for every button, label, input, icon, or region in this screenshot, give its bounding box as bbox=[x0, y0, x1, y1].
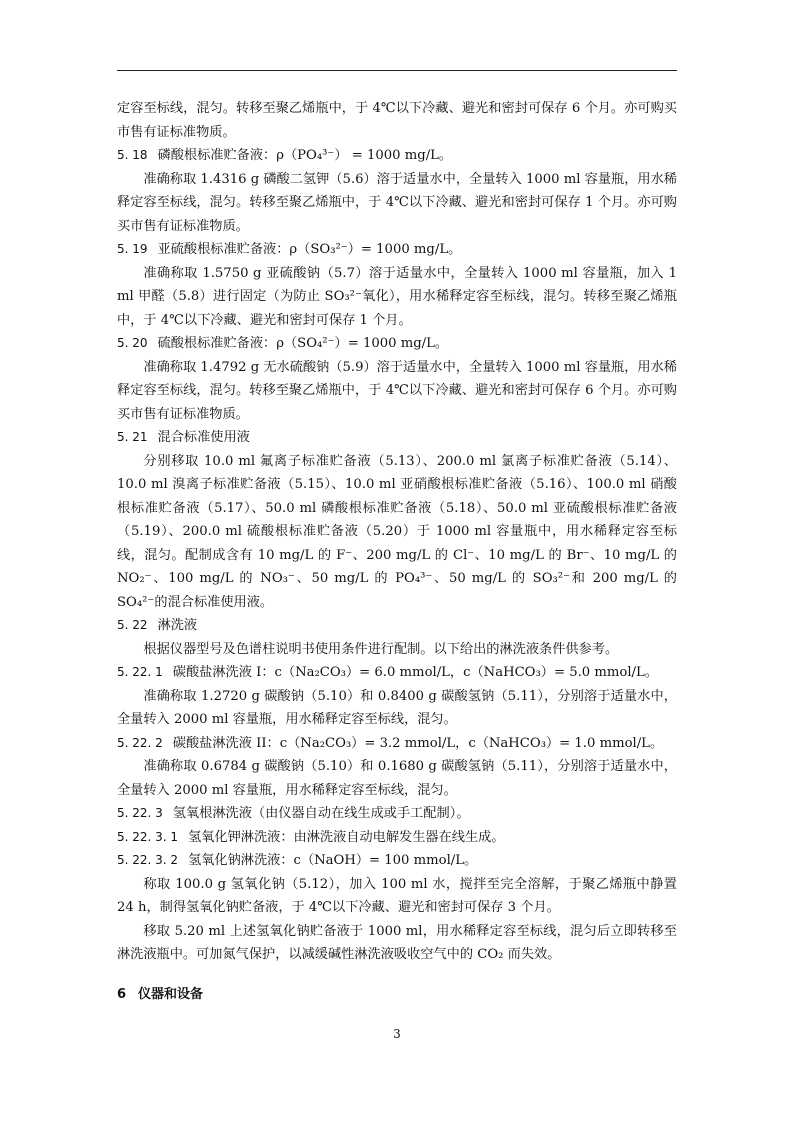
clause-title: 氢氧化钾淋洗液：由淋洗液自动电解发生器在线生成。 bbox=[188, 829, 505, 845]
clause-heading bbox=[117, 144, 677, 168]
section-title: 仪器和设备 bbox=[138, 986, 204, 1002]
clause-number: 5. 22. 2 bbox=[117, 735, 163, 750]
paragraph: 移取 5.20 ml 上述氢氧化钠贮备液于 1000 ml，用水稀释定容至标线，混匀后立即转移至淋洗液瓶中。可加氮气保护，以减缓碱性淋洗液吸收空气中的 CO₂ 而失效。 bbox=[117, 923, 677, 962]
clause-heading bbox=[117, 802, 677, 826]
clause-title: 硫酸根标准贮备液：ρ（SO₄²⁻）= 1000 mg/L。 bbox=[157, 336, 449, 351]
clause-heading bbox=[117, 426, 677, 450]
clause-title: 混合标准使用液 bbox=[157, 430, 250, 445]
clause-heading bbox=[117, 849, 677, 873]
clause-title: 碳酸盐淋洗液 I：c（Na₂CO₃）= 6.0 mmol/L，c（NaHCO₃）= 5.0 mmol/L。 bbox=[172, 665, 658, 680]
paragraph: 准确称取 0.6784 g 碳酸钠（5.10）和 0.1680 g 碳酸氢钠（5.11），分别溶于适量水中，全量转入 2000 ml 容量瓶，用水稀释定容至标线，混匀。 bbox=[117, 759, 677, 798]
clause-number: 5. 22. 3. 1 bbox=[117, 829, 179, 844]
clause-title: 氢氧化钠淋洗液：c（NaOH）= 100 mmol/L。 bbox=[188, 853, 478, 868]
clause-number: 5. 19 bbox=[117, 242, 148, 256]
section-number: 6 bbox=[117, 986, 127, 1002]
clause-title: 碳酸盐淋洗液 II：c（Na₂CO₃）= 3.2 mmol/L，c（NaHCO₃）= 1.0 mmol/L。 bbox=[172, 735, 664, 751]
paragraph: 准确称取 1.4792 g 无水硫酸钠（5.9）溶于适量水中，全量转入 1000 ml 容量瓶，用水稀释定容至标线，混匀。转移至聚乙烯瓶中，于 4℃以下冷藏、避光和密封可保存 6 个月。亦可购买市售有证标准物质。 bbox=[117, 359, 677, 422]
clause-number: 5. 22. 3 bbox=[117, 806, 163, 820]
section-heading bbox=[117, 983, 677, 1007]
clause-number: 5. 22. 1 bbox=[117, 665, 163, 679]
clause-title: 磷酸根标准贮备液：ρ（PO₄³⁻） = 1000 mg/L。 bbox=[157, 148, 453, 163]
page-number: 3 bbox=[393, 1027, 401, 1041]
clause-number: 5. 18 bbox=[117, 148, 148, 162]
clause-heading bbox=[117, 732, 677, 756]
clause-heading bbox=[117, 661, 677, 685]
paragraph: 准确称取 1.2720 g 碳酸钠（5.10）和 0.8400 g 碳酸氢钠（5.11），分别溶于适量水中，全量转入 2000 ml 容量瓶，用水稀释定容至标线，混匀。 bbox=[117, 688, 677, 727]
clause-title: 亚硫酸根标准贮备液：ρ（SO₃²⁻）= 1000 mg/L。 bbox=[157, 242, 462, 257]
paragraph: 准确称取 1.4316 g 磷酸二氢钾（5.6）溶于适量水中，全量转入 1000 ml 容量瓶，用水稀释定容至标线，混匀。转移至聚乙烯瓶中，于 4℃以下冷藏、避光和密封可保存 1 个月。亦可购买市售有证标准物质。 bbox=[117, 171, 677, 234]
header-rule bbox=[117, 70, 677, 71]
paragraph: 准确称取 1.5750 g 亚硫酸钠（5.7）溶于适量水中，全量转入 1000 ml 容量瓶，加入 1 ml 甲醛（5.8）进行固定（为防止 SO₃²⁻氧化），用水稀释定容至标线，混匀。转移至聚乙烯瓶中，于 4℃以下冷藏、避光和密封可保存 1 个月。 bbox=[117, 265, 677, 328]
clause-heading bbox=[117, 614, 677, 638]
clause-heading bbox=[117, 826, 677, 850]
paragraph: 定容至标线，混匀。转移至聚乙烯瓶中，于 4℃以下冷藏、避光和密封可保存 6 个月。亦可购买市售有证标准物质。 bbox=[117, 101, 677, 140]
clause-number: 5. 20 bbox=[117, 336, 148, 350]
paragraph: 称取 100.0 g 氢氧化钠（5.12），加入 100 ml 水，搅拌至完全溶解，于聚乙烯瓶中静置 24 h，制得氢氧化钠贮备液，于 4℃以下冷藏、避光和密封可保存 3 个月。 bbox=[117, 876, 677, 915]
clause-title: 氢氧根淋洗液（由仪器自动在线生成或手工配制）。 bbox=[172, 806, 470, 821]
paragraph: 分别移取 10.0 ml 氟离子标准贮备液（5.13）、200.0 ml 氯离子标准贮备液（5.14）、10.0 ml 溴离子标准贮备液（5.15）、10.0 ml 亚硝酸根标准贮备液（5.16）、100.0 ml 硝酸根标准贮备液（5.17）、50.0 ml 磷酸根标准贮备液（5.18）、50.0 ml 亚硫酸根标准贮备液（5.19）、200.0 ml 硫酸根标准贮备液（5.20）于 1000 ml 容量瓶中，用水稀释定容至标线，混匀。配制成含有 10 mg/L 的 F⁻、200 mg/L 的 Cl⁻、10 mg/L 的 Br⁻、10 mg/L 的 NO₂⁻、100 mg/L 的 NO₃⁻、50 mg/L 的 PO₄³⁻、50 mg/L 的 SO₃²⁻和 200 mg/L 的 SO₄²⁻的混合标准使用液。 bbox=[117, 453, 677, 610]
clause-heading bbox=[117, 238, 677, 262]
paragraph: 根据仪器型号及色谱柱说明书使用条件进行配制。以下给出的淋洗液条件供参考。 bbox=[143, 641, 619, 657]
clause-number: 5. 22. 3. 2 bbox=[117, 853, 179, 867]
clause-number: 5. 21 bbox=[117, 430, 148, 444]
clause-heading bbox=[117, 332, 677, 356]
document-body bbox=[117, 97, 677, 1006]
clause-title: 淋洗液 bbox=[157, 618, 198, 633]
clause-number: 5. 22 bbox=[117, 618, 148, 632]
